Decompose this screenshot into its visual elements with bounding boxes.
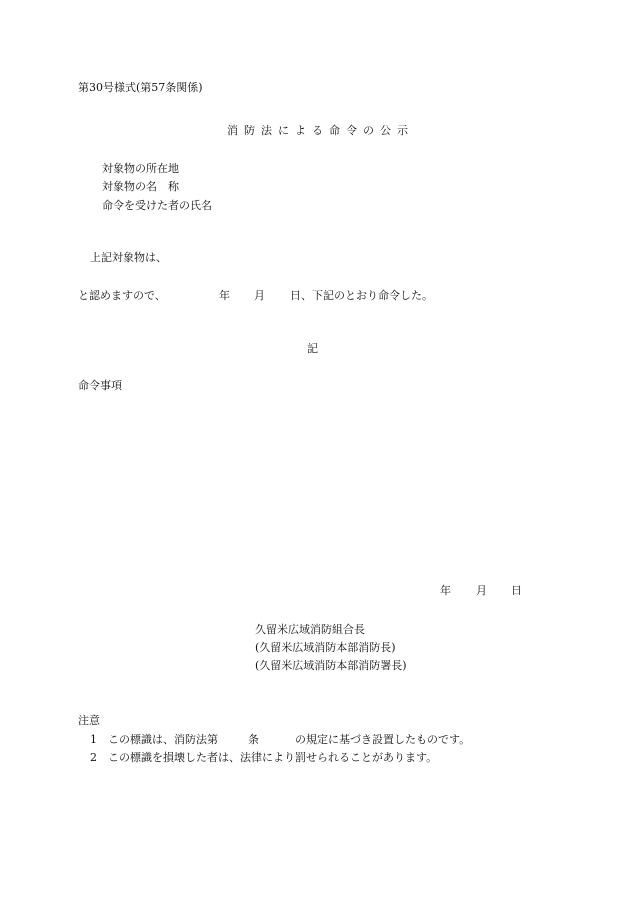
issuer-line-2: (久留米広域消防本部消防長) [255, 641, 396, 654]
body-line-2-year: 年 [219, 289, 230, 302]
note-2-number: 2 [90, 751, 97, 764]
note-2-text: この標識を損壊した者は、法律により罰せられることがあります。 [108, 751, 438, 764]
note-1-text-c: の規定に基づき設置したものです。 [295, 733, 471, 746]
target-location-label: 対象物の所在地 [102, 162, 179, 175]
issuer-line-1: 久留米広域消防組合長 [255, 623, 365, 636]
form-number: 第30号様式(第57条関係) [78, 81, 203, 94]
note-1-text-a: この標識は、消防法第 [108, 733, 218, 746]
date-day: 日 [511, 584, 522, 597]
order-items-heading: 命令事項 [78, 379, 122, 392]
date-year: 年 [440, 584, 451, 597]
ki-heading: 記 [307, 342, 318, 355]
issuer-line-3: (久留米広域消防本部消防署長) [255, 659, 407, 672]
body-line-2-day: 日、下記のとおり命令した。 [290, 289, 433, 302]
date-month: 月 [476, 584, 487, 597]
document-title: 消防法による命令の公示 [227, 124, 414, 137]
note-1-text-b: 条 [248, 733, 259, 746]
body-line-2-prefix: と認めますので、 [78, 289, 166, 302]
note-1-number: 1 [90, 733, 97, 746]
body-line-1: 上記対象物は、 [90, 251, 167, 264]
notes-heading: 注意 [78, 714, 100, 727]
target-person-label: 命令を受けた者の氏名 [102, 199, 212, 212]
body-line-2-month: 月 [254, 289, 265, 302]
target-name-label: 対象物の名 称 [102, 180, 179, 193]
